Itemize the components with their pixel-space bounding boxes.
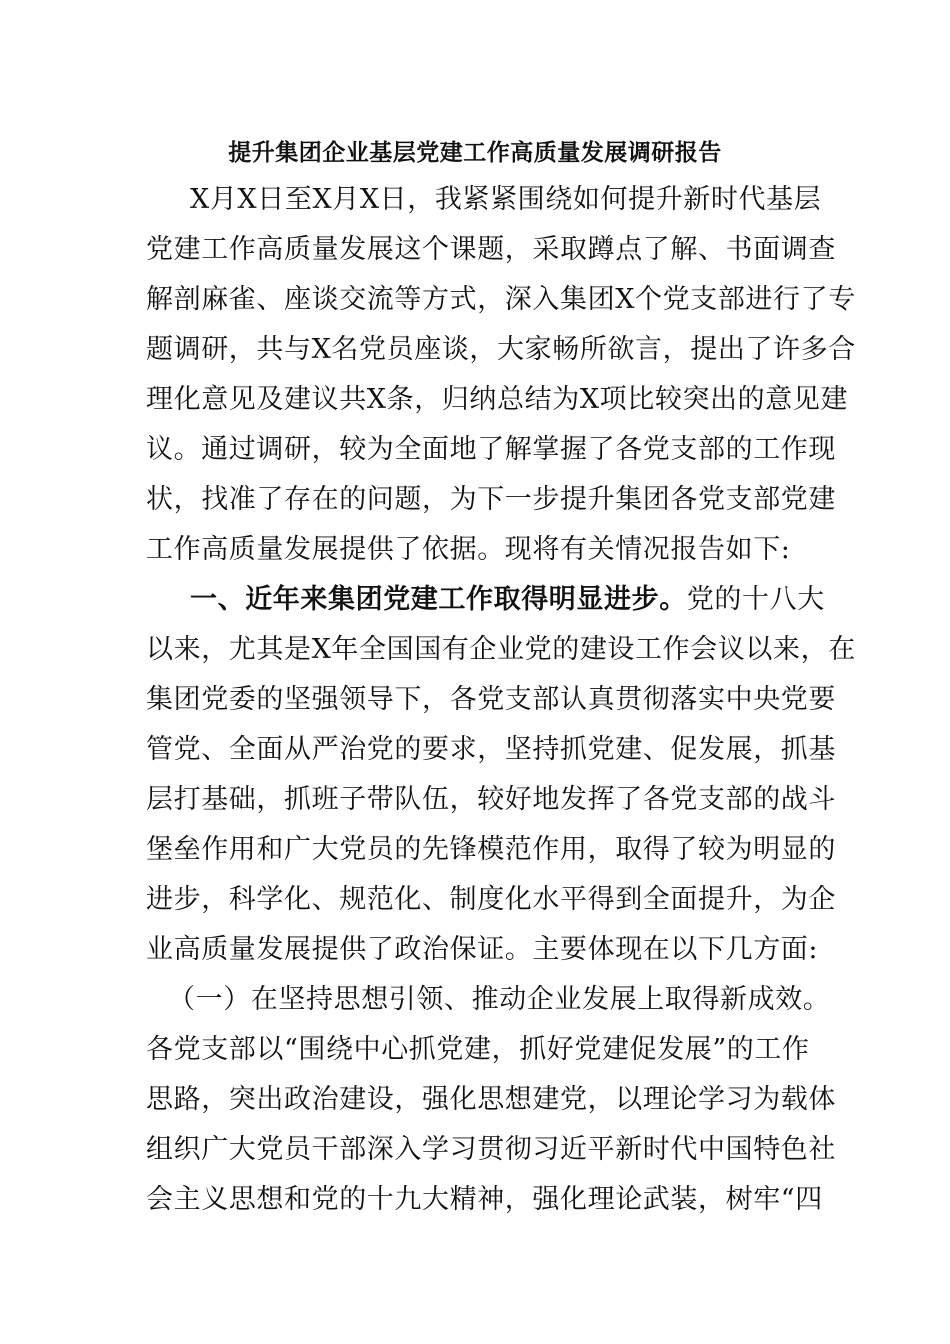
section-heading-line (190, 582, 825, 618)
paragraph-line: 理化意见及建议共X条，归纳总结为X项比较突出的意见建 (146, 384, 849, 415)
paragraph-line: 层打基础，抓班子带队伍，较好地发挥了各党支部的战斗 (146, 784, 836, 815)
section-heading: 一、近年来集团党建工作取得明显进步。 (190, 584, 687, 615)
paragraph-line: 组织广大党员干部深入学习贯彻习近平新时代中国特色社 (146, 1134, 836, 1165)
paragraph-line: 议。通过调研，较为全面地了解掌握了各党支部的工作现 (146, 434, 836, 465)
paragraph-line: 工作高质量发展提供了依据。现将有关情况报告如下: (146, 534, 791, 565)
paragraph-line: 以来，尤其是X年全国国有企业党的建设工作会议以来，在 (146, 634, 856, 665)
paragraph-line: 集团党委的坚强领导下，各党支部认真贯彻落实中央党要 (146, 684, 836, 715)
paragraph-line: X月X日至X月X日，我紧紧围绕如何提升新时代基层 (190, 184, 822, 215)
paragraph-line: 业高质量发展提供了政治保证。主要体现在以下几方面: (146, 934, 819, 965)
paragraph-line: 题调研，共与X名党员座谈，大家畅所欲言，提出了许多合 (146, 334, 856, 365)
document-title: 提升集团企业基层党建工作高质量发展调研报告 (228, 139, 722, 166)
paragraph-line: 管党、全面从严治党的要求，坚持抓党建、促发展，抓基 (146, 734, 836, 765)
paragraph-line: 解剖麻雀、座谈交流等方式，深入集团X个党支部进行了专 (146, 284, 856, 315)
paragraph-line: 状，找准了存在的问题，为下一步提升集团各党支部党建 (146, 484, 836, 515)
paragraph-line: 会主义思想和党的十九大精神，强化理论武装，树牢“四 (146, 1184, 823, 1215)
section-heading-continuation: 党的十八大 (686, 584, 825, 615)
paragraph-line: 堡垒作用和广大党员的先锋模范作用，取得了较为明显的 (146, 834, 836, 865)
paragraph-line: 思路，突出政治建设，强化思想建党，以理论学习为载体 (146, 1084, 836, 1115)
paragraph-line: 党建工作高质量发展这个课题，采取蹲点了解、书面调查 (146, 234, 836, 265)
paragraph-line: 各党支部以“围绕中心抓党建，抓好党建促发展”的工作 (146, 1034, 810, 1065)
subsection-heading-line: （一）在坚持思想引领、推动企业发展上取得新成效。 (168, 984, 831, 1015)
paragraph-line: 进步，科学化、规范化、制度化水平得到全面提升，为企 (146, 884, 836, 915)
